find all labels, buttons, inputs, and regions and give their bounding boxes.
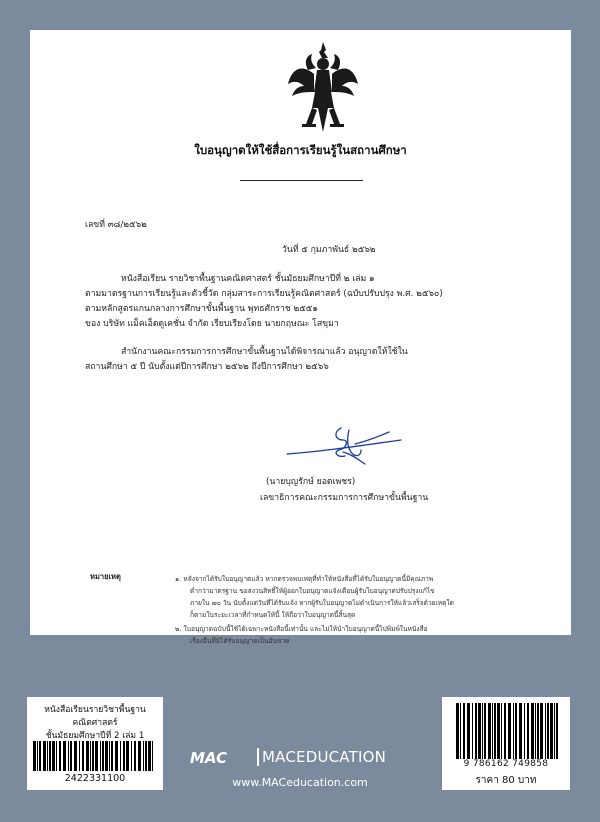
signer-name: (นายบุญรักษ์ ยอดเพชร): [266, 477, 356, 487]
note-line: ก็ตามในระยะเวลาที่กำหนดให้นี้ ให้ถือว่าใบอนุญาตนี้สิ้นสุด: [190, 611, 356, 619]
price-label: ราคา 80 บาท: [475, 775, 537, 786]
book-label-line: หนังสือเรียนรายวิชาพื้นฐาน: [44, 705, 146, 715]
document-title: ใบอนุญาตให้ใช้สื่อการเรียนรู้ในสถานศึกษา: [194, 143, 407, 157]
garuda-emblem-icon: [284, 40, 362, 140]
body-line: ตามหลักสูตรแกนกลางการศึกษาขั้นพื้นฐาน พุทธศักราช ๒๕๕๑: [85, 304, 318, 314]
brand-name: MACEDUCATION: [262, 748, 387, 766]
brand-separator: [257, 748, 259, 766]
approval-line: สถานศึกษา ๕ ปี นับตั้งแต่ปีการศึกษา ๒๕๖๒ ถึงปีการศึกษา ๒๕๖๖: [85, 362, 329, 372]
document-number: เลขที่ ๓๘/๒๕๖๒: [85, 220, 147, 230]
title-underline: [240, 180, 363, 181]
body-line: ของ บริษัท แม็คเอ็ดดูเคชั่น จำกัด เรียบเรียงโดย นายกฤษณะ โสขุมา: [85, 319, 339, 329]
book-label-line: ชั้นมัธยมศึกษาปีที่ 2 เล่ม 1: [45, 731, 145, 741]
signer-title: เลขาธิการคณะกรรมการการศึกษาขั้นพื้นฐาน: [260, 493, 429, 503]
document-date: วันที่ ๕ กุมภาพันธ์ ๒๕๖๒: [282, 245, 376, 255]
isbn-barcode-icon: [456, 703, 562, 759]
barcode-small-number: 2422331100: [64, 773, 126, 784]
signature-icon: [285, 422, 405, 470]
note-line: ๑. หลังจากได้รับใบอนุญาตแล้ว หากตรวจพบเหตุที่ทำให้หนังสือที่ได้รับใบอนุญาตนี้มีคุณภาพ: [175, 575, 434, 583]
approval-line: สำนักงานคณะกรรมการการศึกษาขั้นพื้นฐานได้พิจารณาแล้ว อนุญาตให้ใช้ใน: [121, 347, 408, 357]
website-url: www.MACeducation.com: [232, 776, 368, 789]
body-line: ตามมาตรฐานการเรียนรู้และตัวชี้วัด กลุ่มสาระการเรียนรู้คณิตศาสตร์ (ฉบับปรับปรุง พ.ศ. ๒๕๖๐): [85, 289, 443, 299]
mac-logo-icon: MAC: [190, 749, 228, 767]
isbn-number: 9 786162 749858: [463, 759, 549, 769]
isbn-label: [442, 697, 570, 790]
notes-label: หมายเหตุ: [90, 572, 121, 581]
license-document: [30, 30, 571, 645]
note-line: เรื่องอื่นที่มิได้รับอนุญาตเป็นอันขาด: [190, 637, 290, 645]
barcode-small-icon: [33, 741, 157, 771]
note-line: ๒. ใบอนุญาตฉบับนี้ใช้ได้เฉพาะหนังสือนี้เท่านั้น และไม่ให้นำใบอนุญาตนี้ไปพิมพ์ในหนังสือ: [175, 625, 428, 633]
body-line: หนังสือเรียน รายวิชาพื้นฐานคณิตศาสตร์ ชั้นมัธยมศึกษาปีที่ ๒ เล่ม ๑: [121, 274, 375, 284]
book-label-line: คณิตศาสตร์: [72, 718, 118, 728]
note-line: ภายใน ๗๐ วัน นับตั้งแต่วันที่ได้รับแจ้ง หากผู้รับใบอนุญาตไม่ดำเนินการให้แล้วเสร็จด้วยเหตุใด: [190, 599, 454, 607]
note-line: ต่ำกว่ามาตรฐาน ขอสงวนสิทธิ์ให้ผู้ออกใบอนุญาตแจ้งเตือนผู้รับใบอนุญาตปรับปรุงแก้ไข: [190, 587, 435, 595]
